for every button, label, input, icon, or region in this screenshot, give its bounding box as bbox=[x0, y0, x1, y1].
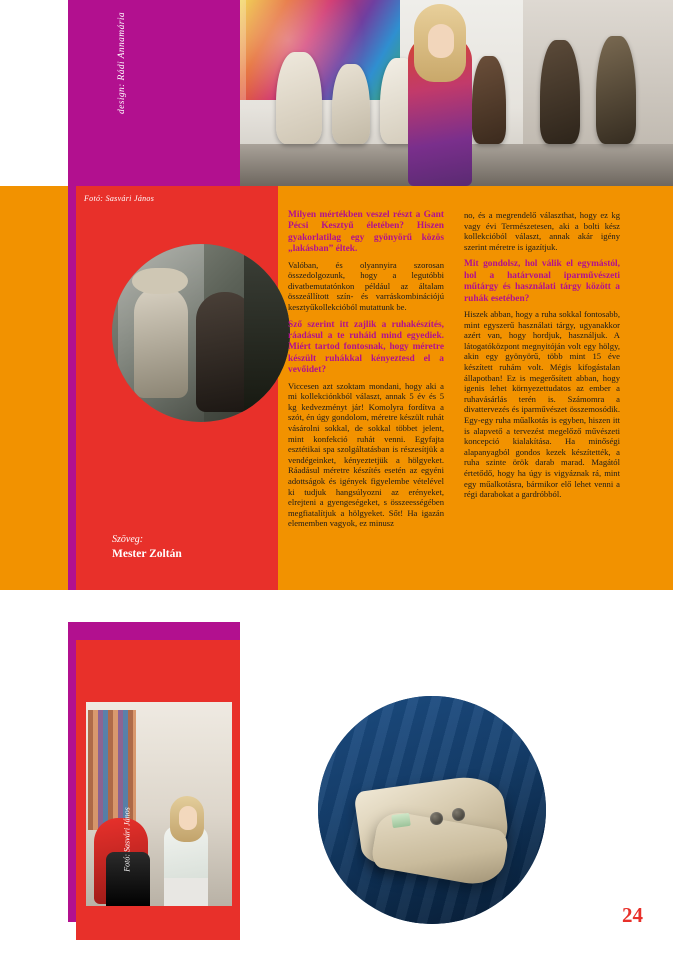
text-credit-label: Szöveg: bbox=[112, 534, 144, 545]
mannequin-window-circle-photo bbox=[112, 244, 290, 422]
designer-skirt bbox=[164, 878, 208, 906]
woman-face bbox=[428, 24, 454, 58]
article-column-right bbox=[464, 210, 620, 500]
cream-dress bbox=[134, 286, 188, 398]
dark-edge bbox=[244, 244, 290, 422]
gallery-exhibition-photo bbox=[240, 0, 673, 186]
question-3: Mit gondolsz, hol válik el egymástól, hol a határvonal iparművészeti műtárgy és használati tárgy között a ruhák esetében? bbox=[464, 259, 620, 304]
glove-button bbox=[430, 812, 443, 825]
designer-face bbox=[179, 806, 197, 830]
answer-3: Hiszek abban, hogy a ruha sokkal fontosabb, mint egyszerű használati tárgy, ugyanakkor azért van, hogy hordjuk, használjuk. A látogatóközpont megnyitóján volt egy hölgy, akin egy gyönyörű, több mint 15 éve készített ruhám volt. Mégis kifogástalan állapotban! Ez is megerősített abban, hogy igenis lehet környezettudatos az ember a ruhavásárlás terén is. Számomra a divattervezés és iparművészet összemosódik. Egy-egy ruha műalkotás is egyben, hiszen itt is alapvető a tervezést megelőző művészeti koncepció kialakítása. Ha minőségi alapanyagból gondos kezek készítették, a ruha szinte örök darab marad. Magától értetődő, hogy ha úgy is vigyáznak rá, mint egy műalkotásra, bármikor elő lehet venni a régi darabokat a gardróbból. bbox=[464, 309, 620, 500]
glove-detail-circle-photo bbox=[318, 696, 546, 924]
glove-button bbox=[452, 808, 465, 821]
designer-credit: design: Rádi Annamária bbox=[117, 11, 127, 115]
designer-credit-block bbox=[68, 0, 240, 186]
answer-2: Viccesen azt szoktam mondani, hogy aki a mi kollekciónkból választ, annak 5 év és 5 kg kedvezményt jár! Komolyra fordítva a szót, én úgy gondolom, méretre készült ruhát vásárolni sokkal, de sokkal többet jelent, mint konfekció ruhát venni. Egyfajta esztétikai spa szolgáltatásban is részesítjük a vendégeinket, kényeztetjük a hölgyeket. Ráadásul méretre készítés esetén az egyéni adottságok és igények figyelembe vételével ki tudjuk hangsúlyozni az erényeket, elrejteni a gyengeségeket, s összeességében megfiatalítjuk a hölgyeket. Sőt! Ha igazán elememben vagyok, ez minusz bbox=[288, 380, 444, 529]
question-2: Sző szerint itt zajlik a ruhakészítés, ráadásul a te ruháid mind egyediek. Miért tartod fontosnak, hogy méretre készült ruhákkal kényeztesd el a vevőidet? bbox=[288, 319, 444, 376]
article-column-left bbox=[288, 210, 444, 529]
mannequin-dress bbox=[596, 36, 636, 144]
answer-1: Valóban, és olyannyira szorosan összedolgozunk, hogy a legutóbbi divatbemutatónkon például az általam összeállított szín- és varráskombinációjú kesztyűkollekcióból mutattunk be. bbox=[288, 259, 444, 312]
text-credit-author: Mester Zoltán bbox=[112, 548, 182, 560]
answer-2-continued: no, és a megrendelő választhat, hogy ez kg vagy évi Természetesen, aki a bolti kész kollekcióból választ, annak akár igény szerint méretre is igazítjuk. bbox=[464, 210, 620, 252]
hat bbox=[132, 268, 188, 294]
page-number: 24 bbox=[622, 903, 643, 927]
question-1: Milyen mértékben veszel részt a Gant Pécsi Kesztyű életében? Hiszen gyakorlatilag egy gyönyörű közös „lakásban” éltek. bbox=[288, 210, 444, 255]
photo-credit-top: Fotó: Sasvári János bbox=[84, 194, 155, 203]
mannequin-dress bbox=[472, 56, 506, 144]
designer-in-studio-photo bbox=[86, 702, 232, 906]
mannequin-dress bbox=[332, 64, 370, 144]
photo-credit-bottom: Fotó: Sasvári János bbox=[122, 807, 132, 872]
mannequin-dress bbox=[276, 52, 322, 144]
mannequin-dress bbox=[540, 40, 580, 144]
glove-label bbox=[391, 813, 411, 828]
